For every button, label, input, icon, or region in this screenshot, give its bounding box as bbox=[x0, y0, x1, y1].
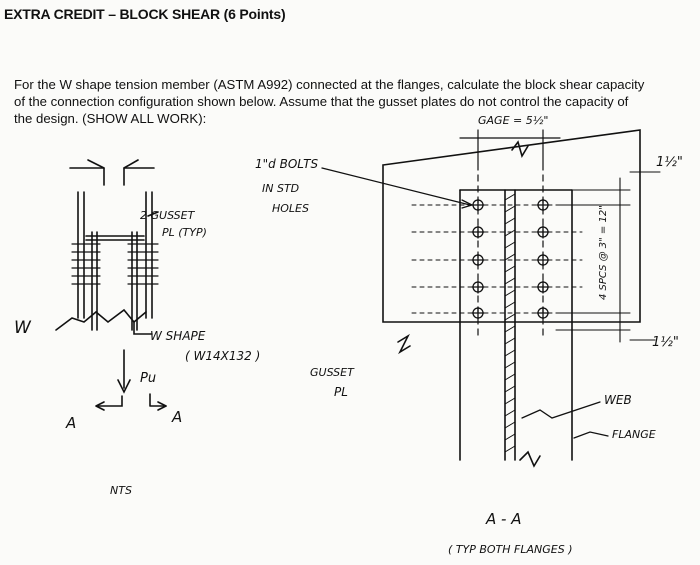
left-gusset-label-2: PL (TYP) bbox=[162, 226, 207, 239]
w-size-label: ( W14X132 ) bbox=[185, 349, 261, 363]
section-aa-title: A - A bbox=[486, 510, 522, 528]
section-aa-note: ( TYP BOTH FLANGES ) bbox=[448, 543, 573, 556]
nts-label: NTS bbox=[110, 484, 132, 497]
pu-label: Pu bbox=[140, 371, 157, 386]
bolt-label-2: IN STD bbox=[262, 182, 300, 195]
edge-distance-bottom: 1½" bbox=[652, 335, 679, 350]
problem-line-3: the design. (SHOW ALL WORK): bbox=[14, 111, 207, 126]
flange-label: FLANGE bbox=[612, 428, 656, 441]
w-label: W bbox=[14, 318, 31, 338]
gusset-label-2: PL bbox=[334, 385, 348, 399]
edge-distance-top: 1½" bbox=[656, 155, 683, 170]
bolt-spacing-label: 4 SPCS @ 3" = 12" bbox=[598, 205, 609, 300]
section-a-left: A bbox=[66, 414, 77, 432]
w-shape-label: W SHAPE bbox=[150, 329, 206, 343]
web-label: WEB bbox=[604, 393, 632, 407]
section-aa-view bbox=[322, 130, 660, 466]
bolt-label-1: 1"d BOLTS bbox=[255, 157, 319, 171]
section-a-right: A bbox=[172, 408, 183, 426]
problem-line-1: For the W shape tension member (ASTM A992) connected at the flanges, calculate the block shear capacity bbox=[14, 77, 645, 92]
left-gusset-label-1: 2 GUSSET bbox=[140, 209, 195, 222]
gusset-label-1: GUSSET bbox=[310, 366, 354, 379]
bolt-label-3: HOLES bbox=[272, 202, 309, 215]
problem-line-2: of the connection configuration shown below. Assume that the gusset plates do not control the capacity of bbox=[14, 94, 629, 109]
page-title: EXTRA CREDIT – BLOCK SHEAR (6 Points) bbox=[4, 6, 286, 22]
gage-label: GAGE = 5½" bbox=[478, 114, 549, 127]
